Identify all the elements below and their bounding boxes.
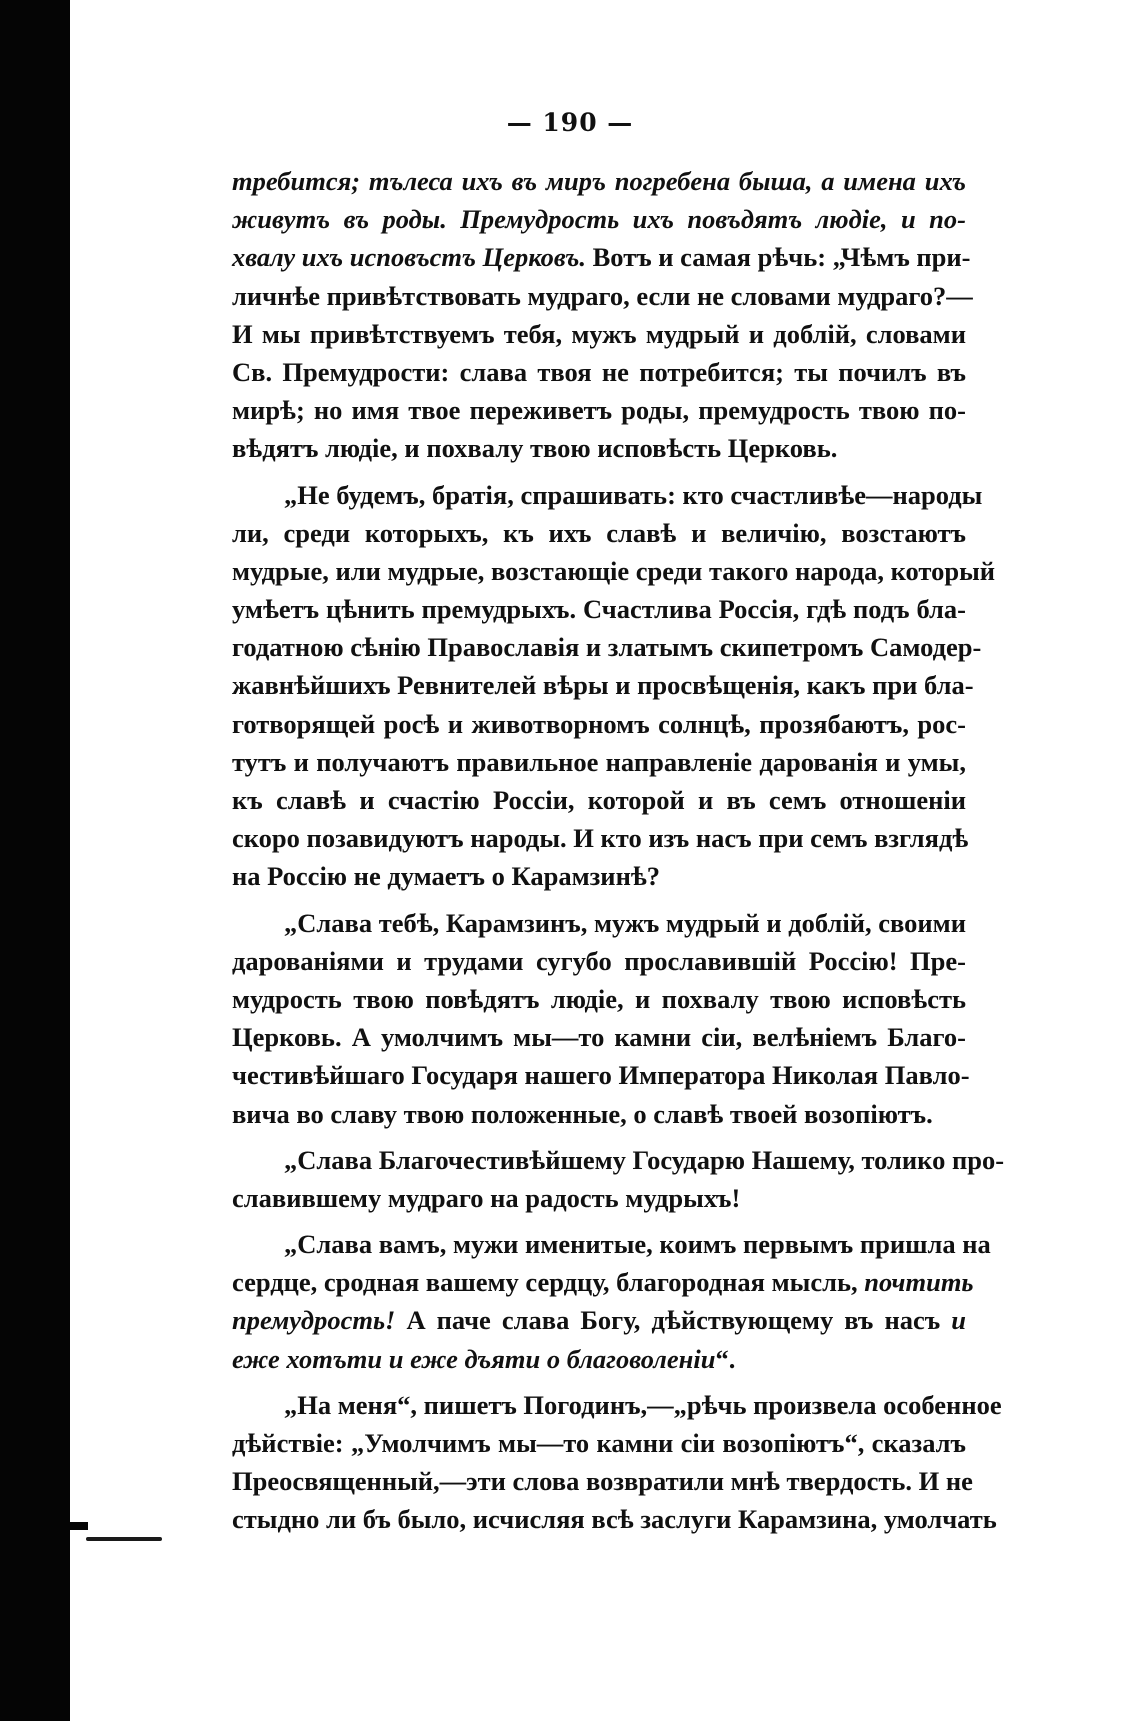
text-line: [232, 1301, 966, 1339]
text-run: вѣдятъ людіе, и похвалу твою исповѣсть Церковь.: [232, 433, 838, 464]
text-run: „Слава вамъ, мужи именитые, коимъ первымъ пришла на: [284, 1229, 991, 1260]
text-run: скоро позавидуютъ народы. И кто изъ насъ при семъ взглядѣ: [232, 823, 969, 854]
text-line: [232, 857, 966, 895]
text-line: [232, 1263, 974, 1301]
text-line: [232, 705, 966, 743]
text-line: [232, 1141, 1005, 1179]
text-run: Церковь. А умолчимъ мы—то камни сіи, велѣніемъ Благо-: [232, 1022, 966, 1053]
text-line: [232, 1095, 966, 1133]
text-line: [232, 1386, 1002, 1424]
italic-text: еже хотъти и еже дъяти о благоволеніи: [232, 1343, 716, 1374]
text-run: А паче слава Богу, дѣйствующему въ насъ: [395, 1305, 952, 1336]
paragraph-gap: [232, 1133, 966, 1141]
text-line: [232, 1179, 966, 1217]
text-line: [232, 1018, 966, 1056]
text-run: дарованіями и трудами сугубо прославившій Россію! Пре-: [232, 945, 966, 976]
text-line: [232, 942, 966, 980]
text-run: вича во славу твою положенные, о славѣ твоей возопіютъ.: [232, 1098, 933, 1129]
text-line: [232, 1500, 997, 1538]
text-line: [232, 904, 966, 942]
text-line: [232, 666, 974, 704]
text-line: [232, 1424, 966, 1462]
text-line: [232, 1225, 991, 1263]
italic-text: хвалу ихъ исповъстъ Церковъ.: [232, 242, 586, 273]
text-line: [232, 391, 966, 429]
text-run: дѣйствіе: „Умолчимъ мы—то камни сіи возопіютъ“, сказалъ: [232, 1428, 966, 1458]
body-text: [232, 162, 1005, 1539]
text-line: [232, 628, 982, 666]
paragraph-gap: [232, 468, 966, 476]
paragraph: [232, 1225, 991, 1378]
text-run: готворящей росѣ и животворномъ солнцѣ, прозябаютъ, рос-: [232, 708, 966, 739]
italic-text: почтить: [864, 1267, 974, 1298]
text-line: [232, 200, 966, 238]
text-run: „Слава Благочестивѣйшему Государю Нашему, толико про-: [284, 1144, 1005, 1175]
text-run: мудрость твою повѣдятъ людіе, и похвалу твою исповѣсть: [232, 983, 966, 1014]
text-run: „На меня“, пишетъ Погодинъ,—„рѣчь произвела особенное: [284, 1389, 1002, 1420]
paragraph-gap: [232, 1378, 966, 1386]
text-line: [232, 781, 966, 819]
text-line: [232, 1462, 973, 1500]
text-run: мирѣ; но имя твое переживетъ роды, премудрость твою по-: [232, 395, 966, 426]
scan-artifact-mark: [86, 1537, 162, 1541]
text-run: тутъ и получаютъ правильное направленіе дарованія и умы,: [232, 746, 966, 777]
text-line: [232, 277, 973, 315]
paragraph: [232, 1141, 1005, 1217]
binding-shadow: [0, 0, 70, 1721]
text-run: славившему мудраго на радость мудрыхъ!: [232, 1182, 741, 1213]
text-run: стыдно ли бъ было, исчисляя всѣ заслуги Карамзина, умолчать: [232, 1504, 997, 1535]
text-run: „Слава тебѣ, Карамзинъ, мужъ мудрый и доблій, своими: [284, 907, 966, 938]
paragraph: [232, 1386, 1002, 1539]
paragraph: [232, 162, 973, 468]
text-line: [232, 1340, 966, 1378]
text-run: честивѣйшаго Государя нашего Императора Николая Павло-: [232, 1060, 970, 1091]
page-number: — 190 —: [506, 108, 634, 137]
text-run: умѣетъ цѣнить премудрыхъ. Счастлива Россія, гдѣ подъ бла-: [232, 594, 966, 625]
text-run: личнѣе привѣтствовать мудраго, если не словами мудраго?—: [232, 280, 973, 311]
text-run: И мы привѣтствуемъ тебя, мужъ мудрый и доблій, словами: [232, 318, 966, 349]
text-run: мудрые, или мудрые, возстающіе среди такого народа, который: [232, 555, 996, 586]
text-run: „Не будемъ, братія, спрашивать: кто счастливѣе—народы: [284, 479, 983, 510]
text-run: “.: [715, 1343, 736, 1374]
text-line: [232, 1056, 970, 1094]
text-line: [232, 353, 966, 391]
text-line: [232, 590, 966, 628]
text-run: сердце, сродная вашему сердцу, благородная мысль,: [232, 1267, 865, 1298]
italic-text: премудрость!: [232, 1305, 396, 1336]
paragraph: [232, 476, 996, 896]
italic-text: живутъ въ роды. Премудрость ихъ повъдятъ людіе, и по-: [232, 204, 966, 235]
paragraph-gap: [232, 1217, 966, 1225]
text-line: [232, 162, 966, 200]
text-run: на Россію не думаетъ о Карамзинѣ?: [232, 861, 660, 892]
text-run: Вотъ и самая рѣчь: „Чѣмъ при-: [586, 242, 971, 273]
text-line: [232, 514, 966, 552]
text-line: [232, 743, 966, 781]
binding-shadow-notch: [70, 1522, 88, 1530]
text-run: Преосвященный,—эти слова возвратили мнѣ твердость. И не: [232, 1466, 973, 1497]
paragraph: [232, 904, 970, 1133]
text-line: [232, 476, 983, 514]
text-run: Св. Премудрости: слава твоя не потребится; ты почилъ въ: [232, 356, 966, 387]
text-line: [232, 819, 969, 857]
text-line: [232, 980, 966, 1018]
paragraph-gap: [232, 896, 966, 904]
text-line: [232, 238, 971, 276]
text-line: [232, 429, 966, 467]
text-line: [232, 315, 966, 353]
text-line: [232, 552, 996, 590]
text-run: къ славѣ и счастію Россіи, которой и въ семъ отношеніи: [232, 785, 966, 815]
text-run: годатною сѣнію Православія и златымъ скипетромъ Самодер-: [232, 632, 982, 663]
text-run: ли, среди которыхъ, къ ихъ славѣ и величію, возстаютъ: [232, 517, 966, 548]
italic-text: и: [951, 1305, 966, 1336]
text-run: жавнѣйшихъ Ревнителей вѣры и просвѣщенія, какъ при бла-: [232, 670, 974, 701]
italic-text: требится; тълеса ихъ въ миръ погребена быша, а имена ихъ: [232, 166, 966, 196]
